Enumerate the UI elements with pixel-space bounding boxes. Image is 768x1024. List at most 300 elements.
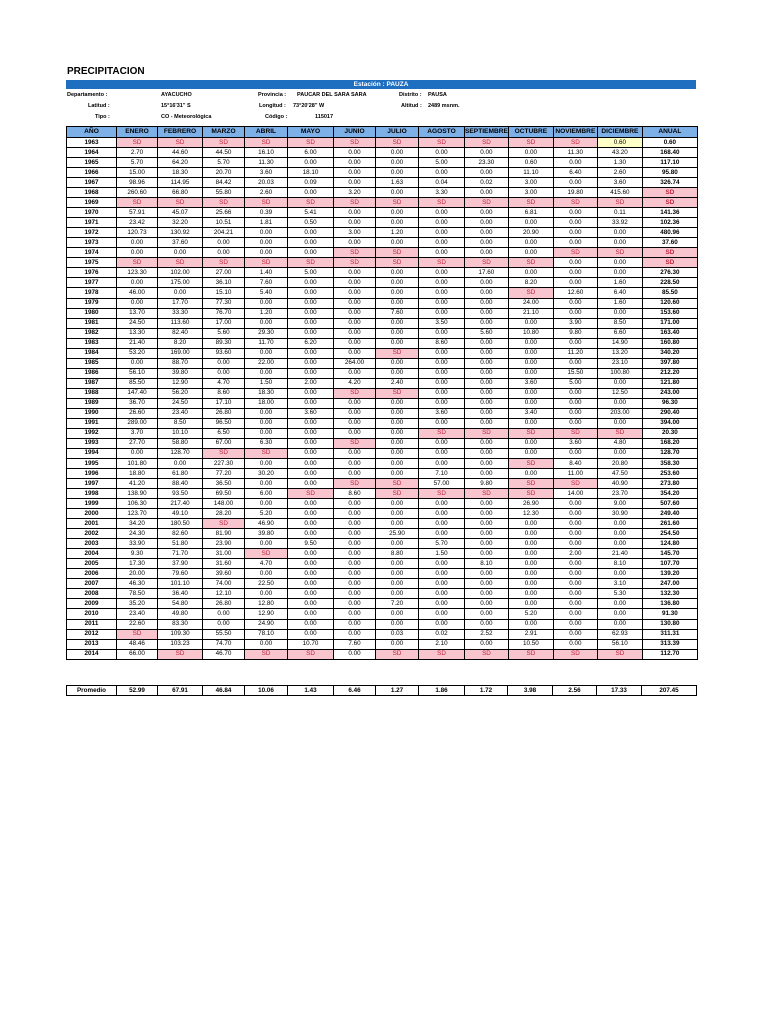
tipo-value: CO - Meteorológica xyxy=(161,114,212,120)
value-cell: SD xyxy=(419,428,465,438)
value-cell: 0.00 xyxy=(376,368,419,378)
table-row xyxy=(67,238,698,248)
value-cell: 0.00 xyxy=(334,338,376,348)
value-cell: 0.00 xyxy=(553,629,597,639)
value-cell: 0.00 xyxy=(553,619,597,629)
value-cell: 0.00 xyxy=(465,358,509,368)
value-cell: 0.00 xyxy=(334,368,376,378)
value-cell: 96.50 xyxy=(203,418,245,428)
distrito-value: PAUSA xyxy=(428,92,447,98)
value-cell: 0.00 xyxy=(334,629,376,639)
year-cell: 1970 xyxy=(67,208,117,218)
value-cell: 11.20 xyxy=(553,348,597,358)
value-cell: 11.00 xyxy=(553,469,597,479)
value-cell: 26.80 xyxy=(203,599,245,609)
value-cell: 0.00 xyxy=(288,469,334,479)
value-cell: 0.00 xyxy=(203,619,245,629)
value-cell: 0.00 xyxy=(553,258,597,268)
annual-cell: 132.30 xyxy=(642,589,697,599)
value-cell: 0.00 xyxy=(419,248,465,258)
year-cell: 2010 xyxy=(67,609,117,619)
value-cell: 21.40 xyxy=(117,338,158,348)
value-cell: 0.00 xyxy=(376,398,419,408)
value-cell: 0.00 xyxy=(376,358,419,368)
value-cell: 1.30 xyxy=(597,158,642,168)
value-cell: 23.70 xyxy=(597,489,642,499)
table-row xyxy=(67,198,698,208)
value-cell: 0.00 xyxy=(508,358,553,368)
value-cell: 0.00 xyxy=(334,288,376,298)
value-cell: 0.00 xyxy=(334,619,376,629)
year-cell: 1991 xyxy=(67,418,117,428)
value-cell: 40.90 xyxy=(597,479,642,489)
value-cell: 12.50 xyxy=(597,388,642,398)
value-cell: SD xyxy=(288,198,334,208)
annual-cell: 507.60 xyxy=(642,499,697,509)
year-cell: 1973 xyxy=(67,238,117,248)
year-cell: 1994 xyxy=(67,448,117,458)
value-cell: 0.00 xyxy=(553,509,597,519)
value-cell: 10.10 xyxy=(158,428,203,438)
value-cell: 0.00 xyxy=(465,398,509,408)
value-cell: 1.20 xyxy=(245,308,288,318)
value-cell: 0.00 xyxy=(508,368,553,378)
value-cell: 0.00 xyxy=(288,308,334,318)
value-cell: SD xyxy=(465,138,509,148)
value-cell: 0.00 xyxy=(288,288,334,298)
value-cell: 0.00 xyxy=(288,278,334,288)
value-cell: 0.00 xyxy=(245,418,288,428)
value-cell: SD xyxy=(553,479,597,489)
value-cell: 260.60 xyxy=(117,188,158,198)
value-cell: 0.00 xyxy=(334,268,376,278)
value-cell: 123.70 xyxy=(117,509,158,519)
value-cell: 103.23 xyxy=(158,639,203,649)
value-cell: 6.20 xyxy=(288,338,334,348)
value-cell: 415.60 xyxy=(597,188,642,198)
departamento-label: Departamento : xyxy=(67,92,108,98)
value-cell: 130.92 xyxy=(158,228,203,238)
value-cell: 3.00 xyxy=(508,188,553,198)
value-cell: 0.00 xyxy=(376,278,419,288)
value-cell: 0.00 xyxy=(597,228,642,238)
table-row xyxy=(67,589,698,599)
column-header: SEPTIEMBRE xyxy=(465,127,509,138)
value-cell: 0.00 xyxy=(376,619,419,629)
value-cell: 0.00 xyxy=(508,579,553,589)
value-cell: 0.00 xyxy=(203,609,245,619)
value-cell: SD xyxy=(245,649,288,659)
year-cell: 1984 xyxy=(67,348,117,358)
value-cell: 0.00 xyxy=(465,609,509,619)
value-cell: 22.50 xyxy=(245,579,288,589)
value-cell: 0.00 xyxy=(465,278,509,288)
value-cell: 0.00 xyxy=(419,438,465,448)
value-cell: SD xyxy=(376,388,419,398)
value-cell: 123.30 xyxy=(117,268,158,278)
annual-cell: 128.70 xyxy=(642,448,697,458)
value-cell: 0.00 xyxy=(376,288,419,298)
table-row xyxy=(67,629,698,639)
value-cell: SD xyxy=(419,138,465,148)
value-cell: 0.00 xyxy=(553,358,597,368)
value-cell: 0.00 xyxy=(245,238,288,248)
value-cell: 5.60 xyxy=(465,328,509,338)
value-cell: 0.00 xyxy=(419,388,465,398)
value-cell: 3.60 xyxy=(553,438,597,448)
value-cell: SD xyxy=(465,258,509,268)
column-header: DICIEMBRE xyxy=(597,127,642,138)
value-cell: 0.60 xyxy=(597,138,642,148)
value-cell: 24.00 xyxy=(508,298,553,308)
value-cell: 0.00 xyxy=(465,509,509,519)
promedio-value: 3.98 xyxy=(508,686,553,696)
value-cell: 264.00 xyxy=(334,358,376,368)
value-cell: 23.40 xyxy=(158,408,203,418)
value-cell: 0.00 xyxy=(376,328,419,338)
value-cell: 0.00 xyxy=(288,228,334,238)
year-cell: 2001 xyxy=(67,519,117,529)
value-cell: 0.00 xyxy=(465,469,509,479)
table-row xyxy=(67,579,698,589)
value-cell: 0.00 xyxy=(288,248,334,258)
value-cell: 0.00 xyxy=(419,268,465,278)
year-cell: 2005 xyxy=(67,559,117,569)
promedio-value: 1.86 xyxy=(419,686,465,696)
value-cell: 11.30 xyxy=(553,148,597,158)
value-cell: 0.00 xyxy=(508,559,553,569)
value-cell: 1.60 xyxy=(597,298,642,308)
value-cell: 0.00 xyxy=(465,298,509,308)
value-cell: 5.30 xyxy=(597,589,642,599)
column-header: JUNIO xyxy=(334,127,376,138)
table-row xyxy=(67,398,698,408)
value-cell: SD xyxy=(334,438,376,448)
column-header: MAYO xyxy=(288,127,334,138)
value-cell: 102.00 xyxy=(158,268,203,278)
value-cell: 25.90 xyxy=(376,529,419,539)
value-cell: 0.00 xyxy=(465,388,509,398)
value-cell: 0.00 xyxy=(465,599,509,609)
value-cell: 0.00 xyxy=(419,298,465,308)
value-cell: 8.20 xyxy=(508,278,553,288)
distrito-label: Distrito : xyxy=(399,92,422,98)
value-cell: 0.00 xyxy=(553,228,597,238)
value-cell: 0.00 xyxy=(288,599,334,609)
value-cell: 0.00 xyxy=(553,589,597,599)
annual-cell: 243.00 xyxy=(642,388,697,398)
value-cell: 71.70 xyxy=(158,549,203,559)
value-cell: 7.60 xyxy=(376,308,419,318)
value-cell: 20.70 xyxy=(203,168,245,178)
value-cell: 6.60 xyxy=(597,328,642,338)
value-cell: 0.00 xyxy=(334,448,376,458)
value-cell: 0.00 xyxy=(597,448,642,458)
value-cell: 0.00 xyxy=(288,238,334,248)
value-cell: 0.00 xyxy=(376,459,419,469)
value-cell: SD xyxy=(465,428,509,438)
value-cell: SD xyxy=(508,288,553,298)
value-cell: 0.00 xyxy=(245,539,288,549)
table-row xyxy=(67,348,698,358)
value-cell: 0.00 xyxy=(597,258,642,268)
year-cell: 2000 xyxy=(67,509,117,519)
value-cell: 0.00 xyxy=(419,228,465,238)
value-cell: 26.60 xyxy=(117,408,158,418)
value-cell: 8.60 xyxy=(203,388,245,398)
year-cell: 1981 xyxy=(67,318,117,328)
year-cell: 1974 xyxy=(67,248,117,258)
value-cell: 0.00 xyxy=(245,479,288,489)
value-cell: 15.10 xyxy=(203,288,245,298)
value-cell: 85.50 xyxy=(117,378,158,388)
value-cell: SD xyxy=(508,138,553,148)
table-row xyxy=(67,559,698,569)
value-cell: 0.00 xyxy=(334,529,376,539)
value-cell: 9.80 xyxy=(553,328,597,338)
column-header: MARZO xyxy=(203,127,245,138)
value-cell: 204.21 xyxy=(203,228,245,238)
value-cell: 0.00 xyxy=(597,268,642,278)
value-cell: 82.40 xyxy=(158,328,203,338)
value-cell: 28.20 xyxy=(203,509,245,519)
value-cell: 12.30 xyxy=(508,509,553,519)
value-cell: SD xyxy=(419,258,465,268)
value-cell: SD xyxy=(203,448,245,458)
value-cell: 0.00 xyxy=(419,328,465,338)
value-cell: 0.00 xyxy=(334,549,376,559)
value-cell: 0.00 xyxy=(465,318,509,328)
value-cell: 0.00 xyxy=(376,509,419,519)
value-cell: 11.30 xyxy=(245,158,288,168)
value-cell: 0.00 xyxy=(376,559,419,569)
value-cell: 113.60 xyxy=(158,318,203,328)
table-row xyxy=(67,639,698,649)
value-cell: 0.00 xyxy=(597,418,642,428)
value-cell: SD xyxy=(376,248,419,258)
value-cell: 0.00 xyxy=(508,238,553,248)
value-cell: 23.42 xyxy=(117,218,158,228)
value-cell: 5.70 xyxy=(203,158,245,168)
year-cell: 1979 xyxy=(67,298,117,308)
value-cell: 0.00 xyxy=(419,378,465,388)
value-cell: 55.80 xyxy=(203,188,245,198)
annual-cell: 480.96 xyxy=(642,228,697,238)
value-cell: 44.60 xyxy=(158,148,203,158)
value-cell: 46.90 xyxy=(245,519,288,529)
value-cell: 36.40 xyxy=(158,589,203,599)
value-cell: 23.90 xyxy=(203,539,245,549)
value-cell: 0.00 xyxy=(419,238,465,248)
table-row xyxy=(67,408,698,418)
value-cell: SD xyxy=(203,519,245,529)
table-row xyxy=(67,448,698,458)
value-cell: 0.00 xyxy=(376,499,419,509)
value-cell: 0.00 xyxy=(288,188,334,198)
annual-cell: 212.20 xyxy=(642,368,697,378)
value-cell: 41.20 xyxy=(117,479,158,489)
value-cell: 0.00 xyxy=(419,519,465,529)
value-cell: 0.00 xyxy=(288,358,334,368)
value-cell: 1.50 xyxy=(245,378,288,388)
value-cell: 0.00 xyxy=(376,208,419,218)
value-cell: 0.00 xyxy=(465,408,509,418)
value-cell: SD xyxy=(117,138,158,148)
value-cell: 20.03 xyxy=(245,178,288,188)
value-cell: 0.00 xyxy=(553,569,597,579)
value-cell: 8.10 xyxy=(465,559,509,569)
value-cell: 0.00 xyxy=(376,318,419,328)
value-cell: 0.00 xyxy=(245,248,288,258)
value-cell: 0.00 xyxy=(245,298,288,308)
value-cell: 0.00 xyxy=(245,368,288,378)
value-cell: 78.50 xyxy=(117,589,158,599)
year-cell: 2004 xyxy=(67,549,117,559)
value-cell: SD xyxy=(203,198,245,208)
value-cell: 0.00 xyxy=(245,408,288,418)
value-cell: 0.00 xyxy=(465,288,509,298)
value-cell: 88.40 xyxy=(158,479,203,489)
value-cell: 2.60 xyxy=(245,188,288,198)
value-cell: 36.70 xyxy=(117,398,158,408)
value-cell: 24.50 xyxy=(158,398,203,408)
value-cell: 78.10 xyxy=(245,629,288,639)
value-cell: 0.00 xyxy=(553,639,597,649)
value-cell: 0.00 xyxy=(465,218,509,228)
value-cell: 0.00 xyxy=(288,428,334,438)
value-cell: 25.66 xyxy=(203,208,245,218)
value-cell: 17.10 xyxy=(203,398,245,408)
annual-cell: 153.60 xyxy=(642,308,697,318)
annual-cell: 228.50 xyxy=(642,278,697,288)
value-cell: 66.80 xyxy=(158,188,203,198)
value-cell: 0.00 xyxy=(465,549,509,559)
value-cell: SD xyxy=(553,198,597,208)
value-cell: 0.00 xyxy=(203,248,245,258)
year-cell: 2008 xyxy=(67,589,117,599)
value-cell: 0.00 xyxy=(288,589,334,599)
value-cell: 12.80 xyxy=(245,599,288,609)
value-cell: 0.00 xyxy=(553,278,597,288)
table-row xyxy=(67,368,698,378)
year-cell: 1965 xyxy=(67,158,117,168)
value-cell: 0.00 xyxy=(334,428,376,438)
value-cell: 56.20 xyxy=(158,388,203,398)
year-cell: 1966 xyxy=(67,168,117,178)
annual-cell: 96.30 xyxy=(642,398,697,408)
table-row xyxy=(67,539,698,549)
year-cell: 2012 xyxy=(67,629,117,639)
value-cell: 0.00 xyxy=(553,388,597,398)
annual-cell: 107.70 xyxy=(642,559,697,569)
value-cell: 3.30 xyxy=(419,188,465,198)
annual-cell: 120.60 xyxy=(642,298,697,308)
value-cell: 0.00 xyxy=(465,248,509,258)
value-cell: 76.70 xyxy=(203,308,245,318)
value-cell: 0.00 xyxy=(508,348,553,358)
value-cell: SD xyxy=(288,649,334,659)
value-cell: 0.00 xyxy=(376,408,419,418)
value-cell: 20.00 xyxy=(117,569,158,579)
value-cell: 0.00 xyxy=(419,589,465,599)
value-cell: 24.50 xyxy=(117,318,158,328)
value-cell: 79.60 xyxy=(158,569,203,579)
value-cell: 289.00 xyxy=(117,418,158,428)
value-cell: 0.00 xyxy=(203,358,245,368)
value-cell: 26.90 xyxy=(508,499,553,509)
value-cell: SD xyxy=(597,198,642,208)
value-cell: 54.80 xyxy=(158,599,203,609)
value-cell: 0.00 xyxy=(419,398,465,408)
value-cell: 0.00 xyxy=(508,619,553,629)
value-cell: 39.80 xyxy=(158,368,203,378)
value-cell: 36.50 xyxy=(203,479,245,489)
annual-cell: 136.80 xyxy=(642,599,697,609)
table-row xyxy=(67,248,698,258)
value-cell: 0.00 xyxy=(288,629,334,639)
altitud-value: 2489 msnm. xyxy=(428,103,460,109)
table-row xyxy=(67,188,698,198)
value-cell: 0.00 xyxy=(508,539,553,549)
value-cell: 33.30 xyxy=(158,308,203,318)
value-cell: 0.00 xyxy=(334,569,376,579)
table-row xyxy=(67,218,698,228)
value-cell: 0.00 xyxy=(465,338,509,348)
value-cell: 0.00 xyxy=(376,218,419,228)
value-cell: 0.00 xyxy=(376,158,419,168)
table-row xyxy=(67,519,698,529)
value-cell: 0.00 xyxy=(117,448,158,458)
value-cell: 0.00 xyxy=(508,448,553,458)
table-row xyxy=(67,609,698,619)
value-cell: 0.00 xyxy=(334,308,376,318)
value-cell: 0.00 xyxy=(334,398,376,408)
value-cell: 74.70 xyxy=(203,639,245,649)
value-cell: 27.00 xyxy=(203,268,245,278)
value-cell: 56.10 xyxy=(117,368,158,378)
table-row xyxy=(67,158,698,168)
value-cell: 74.00 xyxy=(203,579,245,589)
value-cell: 0.00 xyxy=(245,569,288,579)
value-cell: 0.00 xyxy=(508,549,553,559)
value-cell: 0.00 xyxy=(553,208,597,218)
year-cell: 1998 xyxy=(67,489,117,499)
table-row xyxy=(67,459,698,469)
value-cell: 49.10 xyxy=(158,509,203,519)
value-cell: 0.00 xyxy=(288,368,334,378)
value-cell: 0.00 xyxy=(376,639,419,649)
value-cell: 0.00 xyxy=(376,579,419,589)
value-cell: 120.73 xyxy=(117,228,158,238)
tipo-label: Tipo : xyxy=(95,114,110,120)
value-cell: 5.00 xyxy=(419,158,465,168)
annual-cell: 112.70 xyxy=(642,649,697,659)
value-cell: 57.00 xyxy=(419,479,465,489)
value-cell: 10.80 xyxy=(508,328,553,338)
value-cell: 0.09 xyxy=(288,178,334,188)
value-cell: 0.00 xyxy=(245,318,288,328)
value-cell: 0.00 xyxy=(553,268,597,278)
value-cell: 2.91 xyxy=(508,629,553,639)
value-cell: SD xyxy=(508,428,553,438)
value-cell: 0.00 xyxy=(419,599,465,609)
value-cell: 69.50 xyxy=(203,489,245,499)
value-cell: 5.20 xyxy=(508,609,553,619)
promedio-value: 207.45 xyxy=(642,686,697,696)
value-cell: 0.00 xyxy=(465,308,509,318)
annual-cell: 249.40 xyxy=(642,509,697,519)
value-cell: 0.00 xyxy=(419,348,465,358)
